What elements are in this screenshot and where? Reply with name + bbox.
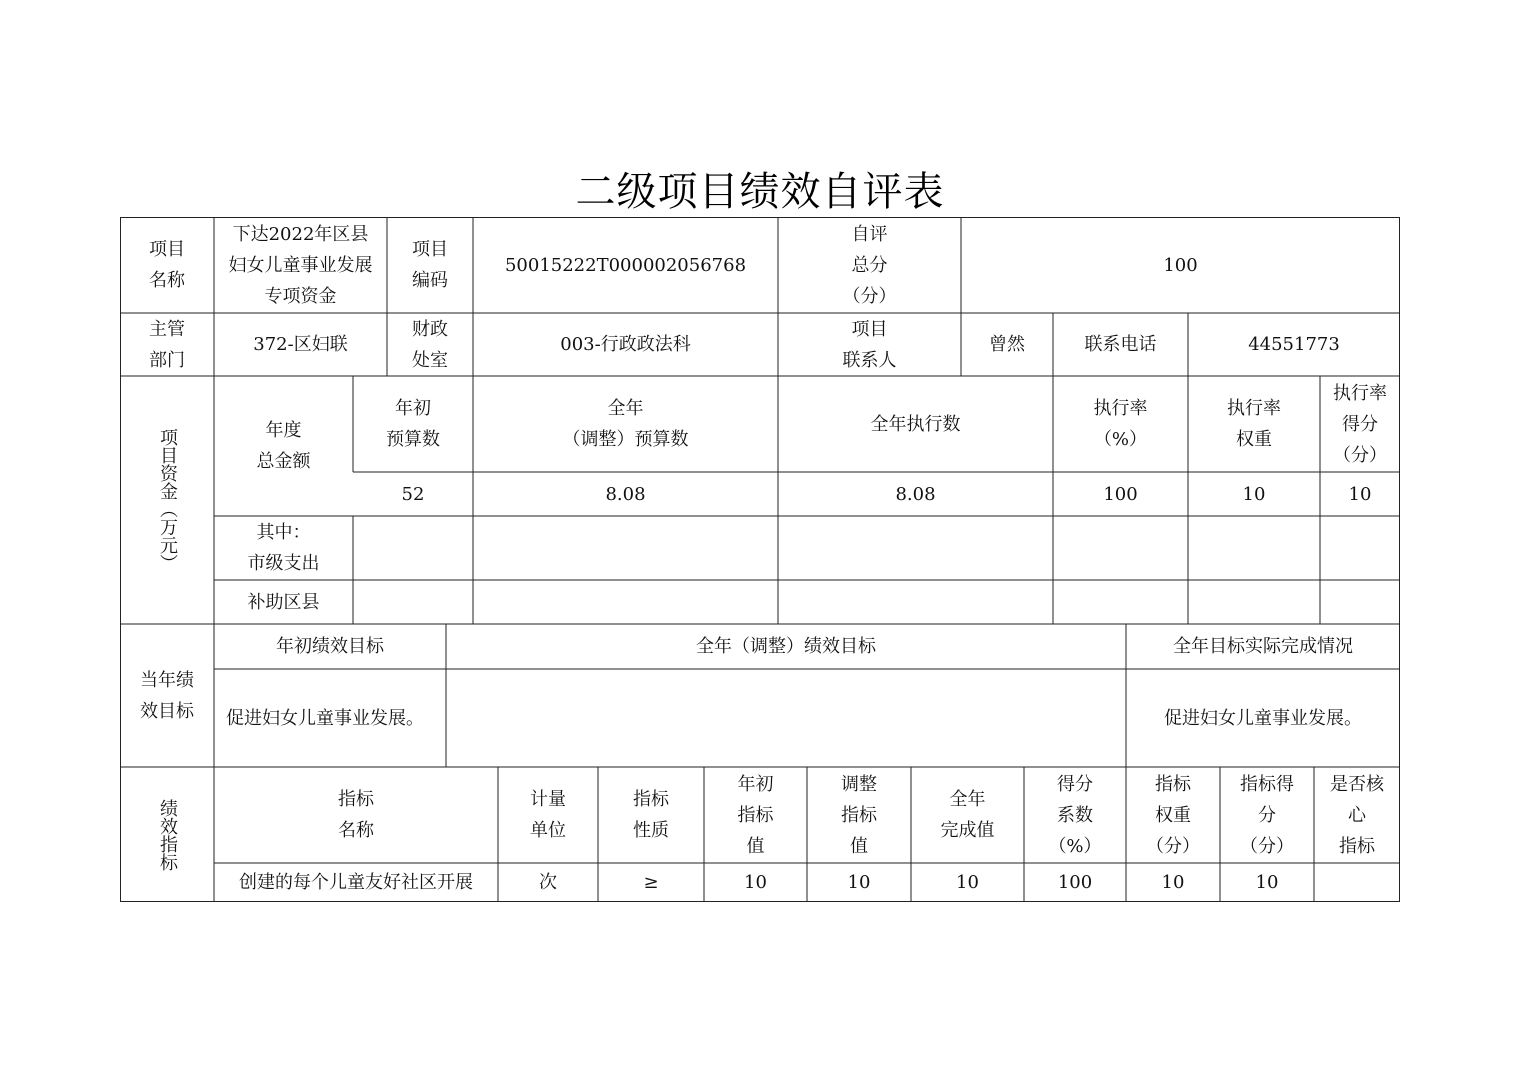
adjusted-indicator-header: 调整 指标 值: [841, 773, 877, 857]
execution-rate-value: 100: [1103, 483, 1138, 505]
score-coefficient-header: 得分 系数 （%）: [1048, 773, 1102, 857]
adjusted-budget-value: 8.08: [605, 483, 646, 505]
indicator-score-header: 指标得 分 （分）: [1240, 773, 1294, 857]
rate-weight-header: 执行率 权重: [1227, 398, 1281, 450]
initial-indicator-header: 年初 指标 值: [737, 773, 774, 857]
completed-value-header: 全年 完成值: [940, 789, 995, 841]
county-subsidy-label: 补助区县: [247, 591, 320, 613]
initial-budget-header: 年初 预算数: [386, 398, 440, 450]
initial-goal-header: 年初绩效目标: [276, 636, 384, 657]
evaluation-table: [120, 217, 1400, 902]
project-name-value: 下达2022年区县 妇女儿童事业发展 专项资金: [228, 223, 373, 307]
completed-value-cell: 10: [956, 872, 979, 893]
contact-person-label: 项目 联系人: [842, 318, 897, 371]
indicator-weight-header: 指标 权重 （分）: [1146, 773, 1200, 857]
adjusted-goal-header: 全年（调整）绩效目标: [696, 636, 876, 657]
rate-score-value: 10: [1348, 483, 1372, 505]
unit-cell: 次: [539, 872, 557, 893]
core-indicator-header: 是否核 心 指标: [1330, 773, 1384, 857]
rate-score-header: 执行率 得分 （分）: [1333, 382, 1387, 466]
adjusted-goal-value: [446, 669, 1126, 767]
indicator-score-cell: 10: [1255, 872, 1279, 893]
indicator-name-cell: 创建的每个儿童友好社区开展: [239, 872, 473, 893]
indicator-name-header: 指标 名称: [338, 789, 374, 841]
executed-header: 全年执行数: [870, 413, 961, 435]
nature-header: 指标 性质: [633, 789, 669, 841]
nature-cell: ≥: [643, 872, 659, 893]
initial-budget-value: 52: [401, 483, 425, 505]
department-value: 372-区妇联: [253, 334, 348, 355]
self-score-label: 自评 总分 （分）: [842, 223, 897, 307]
page-title: 二级项目绩效自评表: [575, 169, 945, 215]
city-expense-label: 其中： 市级支出: [247, 522, 320, 574]
initial-indicator-cell: 10: [744, 872, 767, 893]
execution-rate-header: 执行率 （%）: [1093, 398, 1148, 450]
indicators-section-label: 绩效指标: [157, 798, 178, 871]
core-indicator-cell: [1314, 863, 1400, 902]
initial-goal-value: 促进妇女儿童事业发展。: [226, 707, 424, 729]
actual-goal-header: 全年目标实际完成情况: [1173, 636, 1353, 657]
rate-weight-value: 10: [1242, 483, 1266, 505]
project-name-label: 项目 名称: [149, 239, 185, 291]
department-label: 主管 部门: [149, 318, 185, 371]
actual-goal-value: 促进妇女儿童事业发展。: [1164, 707, 1362, 729]
phone-label: 联系电话: [1084, 334, 1157, 355]
finance-office-label: 财政 处室: [412, 318, 448, 371]
project-code-value: 50015222T000002056768: [504, 254, 747, 276]
goals-section-label: 当年绩 效目标: [140, 669, 194, 722]
adjusted-indicator-cell: 10: [847, 872, 871, 893]
funds-section-label: 项目资金（万元）: [157, 428, 178, 572]
self-score-value: 100: [1163, 254, 1198, 276]
phone-value: 44551773: [1248, 334, 1340, 355]
contact-person-value: 曾然: [989, 334, 1025, 355]
project-code-label: 项目 编码: [412, 239, 448, 291]
executed-value: 8.08: [895, 483, 936, 505]
adjusted-budget-header: 全年 （调整）预算数: [562, 398, 689, 450]
indicator-weight-cell: 10: [1161, 872, 1185, 893]
annual-total-header: 年度 总金额: [256, 420, 311, 472]
score-coefficient-cell: 100: [1057, 872, 1093, 893]
finance-office-value: 003-行政政法科: [560, 334, 691, 355]
unit-header: 计量 单位: [530, 789, 566, 841]
